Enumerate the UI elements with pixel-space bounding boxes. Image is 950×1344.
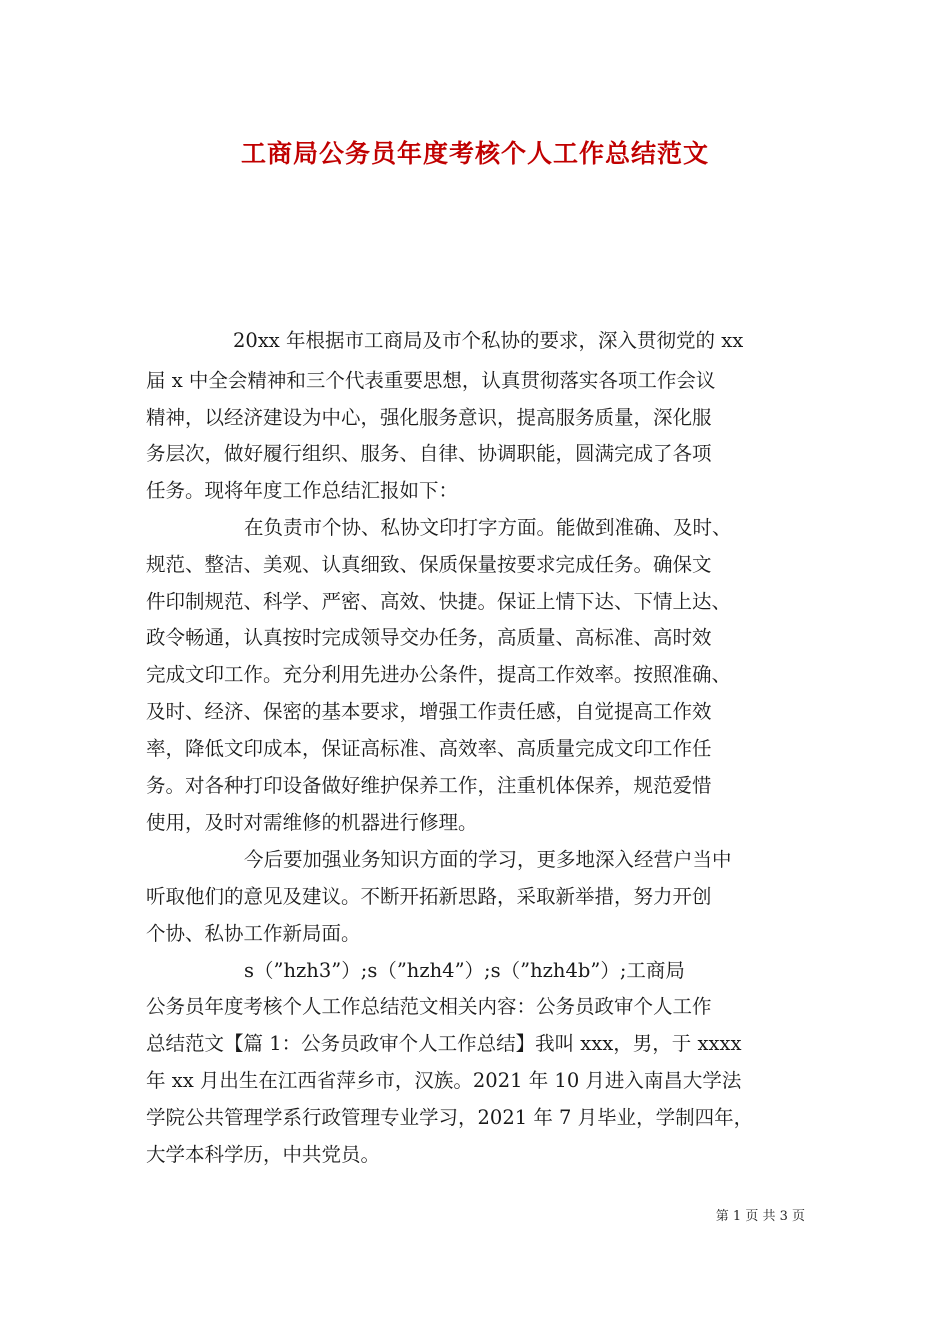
paragraph-4-line-5: 学院公共管理学系行政管理专业学习，2021 年 7 月毕业，学制四年， bbox=[146, 1106, 754, 1129]
paragraph-3-line-3: 个协、私协工作新局面。 bbox=[146, 922, 361, 945]
paragraph-1-line-2: 届 x 中全会精神和三个代表重要思想，认真贯彻落实各项工作会议 bbox=[146, 369, 716, 392]
paragraph-2-line-5: 完成文印工作。充分利用先进办公条件，提高工作效率。按照准确、 bbox=[146, 663, 732, 686]
paragraph-4-line-1: s（”hzh3”）;s（”hzh4”）;s（”hzh4b”）;工商局 bbox=[244, 959, 685, 982]
paragraph-4-line-3: 总结范文【篇 1：公务员政审个人工作总结】我叫 xxx，男，于 xxxx bbox=[146, 1032, 742, 1055]
paragraph-2-line-1: 在负责市个协、私协文印打字方面。能做到准确、及时、 bbox=[244, 516, 732, 539]
document-title: 工商局公务员年度考核个人工作总结范文 bbox=[240, 139, 709, 168]
paragraph-1-line-3: 精神，以经济建设为中心，强化服务意识，提高服务质量，深化服 bbox=[146, 406, 712, 429]
paragraph-2-line-9: 使用，及时对需维修的机器进行修理。 bbox=[146, 811, 478, 834]
paragraph-2-line-7: 率，降低文印成本，保证高标准、高效率、高质量完成文印工作任 bbox=[146, 737, 712, 760]
paragraph-3-line-2: 听取他们的意见及建议。不断开拓新思路，采取新举措，努力开创 bbox=[146, 885, 712, 908]
paragraph-1-line-4: 务层次，做好履行组织、服务、自律、协调职能，圆满完成了各项 bbox=[146, 442, 712, 465]
paragraph-1-line-5: 任务。现将年度工作总结汇报如下： bbox=[146, 479, 459, 502]
paragraph-3-line-1: 今后要加强业务知识方面的学习，更多地深入经营户当中 bbox=[244, 848, 732, 871]
paragraph-1-line-1: 20xx 年根据市工商局及市个私协的要求，深入贯彻党的 xx bbox=[233, 329, 744, 352]
paragraph-2-line-4: 政令畅通，认真按时完成领导交办任务，高质量、高标准、高时效 bbox=[146, 626, 712, 649]
page-number: 第 1 页 共 3 页 bbox=[715, 1209, 805, 1224]
paragraph-4-line-6: 大学本科学历，中共党员。 bbox=[146, 1143, 381, 1166]
paragraph-2-line-3: 件印制规范、科学、严密、高效、快捷。保证上情下达、下情上达、 bbox=[146, 590, 732, 613]
paragraph-2-line-6: 及时、经济、保密的基本要求，增强工作责任感，自觉提高工作效 bbox=[146, 700, 712, 723]
paragraph-2-line-2: 规范、整洁、美观、认真细致、保质保量按要求完成任务。确保文 bbox=[146, 553, 712, 576]
paragraph-2-line-8: 务。对各种打印设备做好维护保养工作，注重机体保养，规范爱惜 bbox=[146, 774, 712, 797]
paragraph-4-line-2: 公务员年度考核个人工作总结范文相关内容：公务员政审个人工作 bbox=[146, 995, 712, 1018]
paragraph-4-line-4: 年 xx 月出生在江西省萍乡市，汉族。2021 年 10 月进入南昌大学法 bbox=[146, 1069, 742, 1092]
